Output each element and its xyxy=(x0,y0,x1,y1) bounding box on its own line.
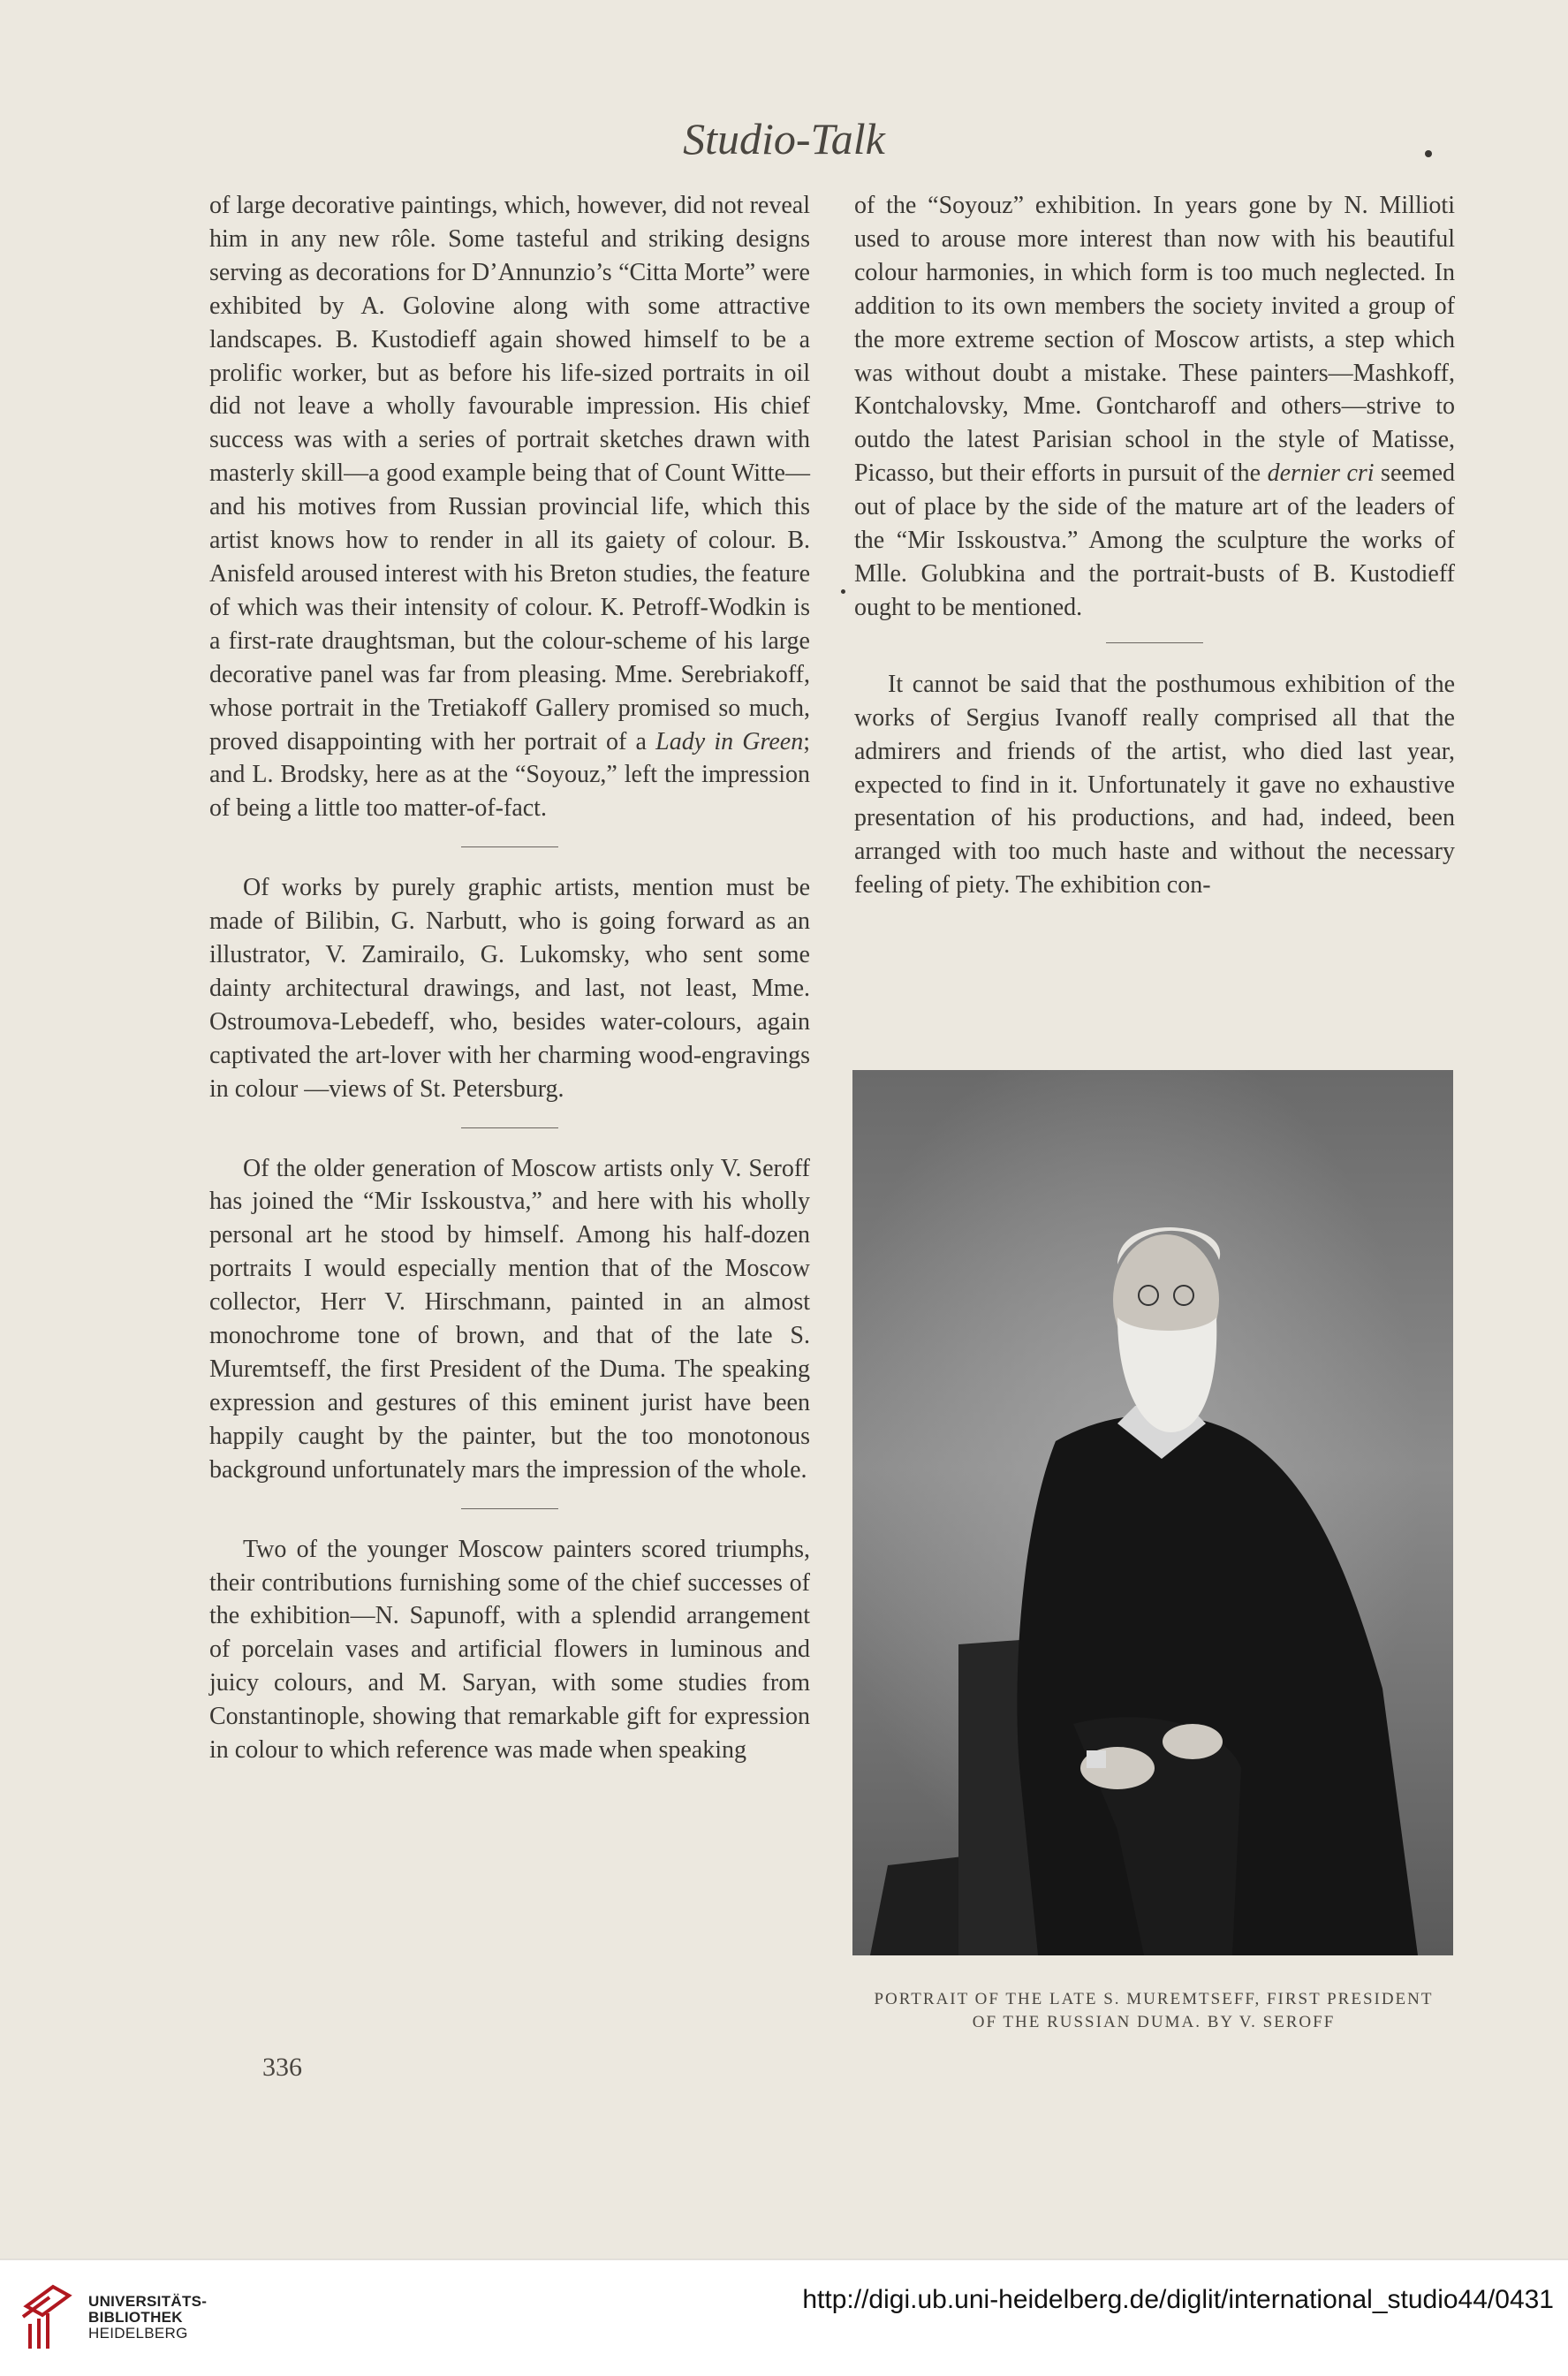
logo-line: BIBLIOTHEK xyxy=(88,2309,183,2326)
portrait-figure xyxy=(852,1070,1453,1955)
page-number: 336 xyxy=(262,2053,302,2082)
caption-line: PORTRAIT OF THE LATE S. MUREMTSEFF, FIRST PRESIDENT xyxy=(874,1990,1434,2008)
section-divider xyxy=(1106,642,1203,643)
body-paragraph: of large decorative paintings, which, however, did not reveal him in any new rôle. Some tasteful and striking designs serving as decorations for D’Annunzio’s “Citta Morte” were exhibited by A. Golovine along with some attractive landscapes. B. Kustodieff again showed himself to be a prolific worker, but as before his life-sized portraits in oil did not leave a wholly favourable impression. His chief success was with a series of portrait sketches drawn with masterly skill—a good example being that of Count Witte—and his motives from Russian provincial life, which this artist knows how to render in all its gaiety of colour. B. Anisfeld aroused interest with his Breton studies, the feature of which was their intensity of colour. K. Petroff-Wodkin is a first-rate draughtsman, but the colour-scheme of his large decorative panel was far from pleasing. Mme. Serebriakoff, whose portrait in the Tretiakoff Gallery promised so much, proved disappointing with her portrait of a Lady in Green; and L. Brodsky, here as at the “Soyouz,” left the impression of being a little too matter-of-fact. xyxy=(209,192,811,823)
body-paragraph: Two of the younger Moscow painters scored triumphs, their contributions furnishing some of the chief successes of the exhibition—N. Sapunoff, with a splendid arrangement of porcelain vases and artificial flowers in luminous and juicy colours, and M. Saryan, with some studies from Constantinople, showing that remarkable gift for expression in colour to which reference was made when speaking xyxy=(209,1535,810,1765)
body-paragraph: It cannot be said that the posthumous exhibition of the works of Sergius Ivanoff really comprised all that the admirers and friends of the artist, who died last year, expected to find in it. Unfortunately it gave no exhaustive presentation of his productions, and had, indeed, been arranged with too much haste and without the necessary feeling of piety. The exhibition con- xyxy=(854,670,1455,900)
library-logo-text xyxy=(88,2294,207,2342)
right-column xyxy=(854,189,1455,902)
figure-caption xyxy=(831,1988,1476,2034)
section-divider xyxy=(461,846,558,847)
portrait-image xyxy=(852,1070,1453,1955)
logo-line: UNIVERSITÄTS- xyxy=(88,2293,208,2310)
margin-dot xyxy=(1425,150,1432,157)
caption-line: OF THE RUSSIAN DUMA. BY V. SEROFF xyxy=(972,2013,1336,2031)
library-logo-icon xyxy=(18,2280,76,2352)
left-column xyxy=(209,189,810,1767)
body-paragraph: Of the older generation of Moscow artists only V. Seroff has joined the “Mir Isskoustva,” and here with his wholly personal art he stood by himself. Among his half-dozen portraits I would especially mention that of the Moscow collector, Herr V. Hirschmann, painted in an almost monochrome tone of brown, and that of the late S. Muremtseff, the first President of the Duma. The speaking expression and gestures of this eminent jurist have been happily caught by the painter, but the too monotonous background unfortunately mars the impression of the whole. xyxy=(209,1154,810,1484)
section-divider xyxy=(461,1508,558,1509)
body-paragraph: of the “Soyouz” exhibition. In years gone by N. Millioti used to arouse more interest than now with his beautiful colour harmonies, in which form is too much neglected. In addition to its own members the society invited a group of the more extreme section of Moscow artists, a step which was without doubt a mistake. These painters—Mashkoff, Kontchalovsky, Mme. Gontcharoff and others—strive to outdo the latest Parisian school in the style of Matisse, Picasso, but their efforts in pursuit of the dernier cri seemed out of place by the side of the mature art of the leaders of the “Mir Isskoustva.” Among the sculpture the works of Mlle. Golubkina and the portrait-busts of B. Kustodieff ought to be mentioned. xyxy=(854,192,1456,621)
footer-bar xyxy=(0,2258,1568,2376)
logo-line: HEIDELBERG xyxy=(88,2325,188,2342)
margin-dot xyxy=(841,589,845,594)
body-paragraph: Of works by purely graphic artists, mention must be made of Bilibin, G. Narbutt, who is going forward as an illustrator, V. Zamirailo, G. Lukomsky, who sent some dainty architectural drawings, and last, not least, Mme. Ostroumova-Lebedeff, who, besides water-colours, again captivated the art-lover with her charming wood-engravings in colour —views of St. Petersburg. xyxy=(209,874,810,1103)
running-head: Studio-Talk xyxy=(683,114,885,163)
source-url-link[interactable]: http://digi.ub.uni-heidelberg.de/diglit/international_studio44/0431 xyxy=(802,2285,1554,2314)
section-divider xyxy=(461,1127,558,1128)
